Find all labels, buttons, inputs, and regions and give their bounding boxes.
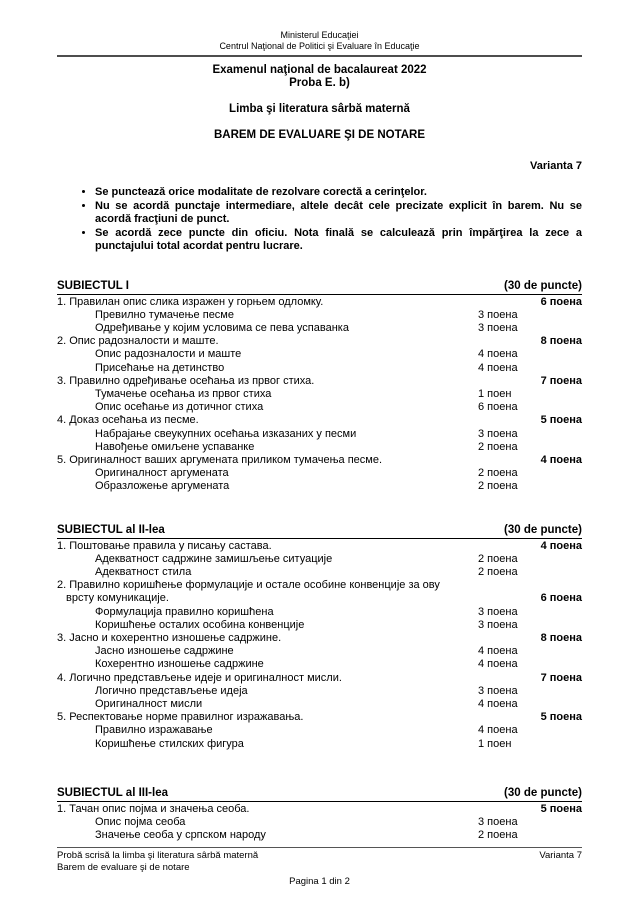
item-points: 7 поена: [540, 374, 582, 387]
page-footer: [57, 847, 582, 888]
variant-label: Varianta 7: [530, 160, 582, 172]
rubric-item: [57, 540, 582, 553]
instruction-item: • Se punctează orice modalitate de rezolvare corectă a cerinţelor.: [95, 186, 582, 200]
page-content: [57, 0, 582, 842]
rubric-item-title-cont: врсту комуникације.: [66, 592, 169, 605]
section-header: [57, 280, 582, 295]
center-name: Centrul Naţional de Politici şi Evaluare în Educaţie: [219, 41, 420, 51]
section-header: [57, 787, 582, 802]
subitem-points: 4 поена: [478, 361, 518, 374]
item-points: 5 поена: [540, 711, 582, 724]
section-rubric: [57, 803, 582, 843]
subitem-label: Присећање на детинство: [95, 361, 225, 374]
subitem-points: 2 поена: [478, 829, 518, 842]
rubric-item: [57, 454, 582, 467]
ministry-name: Ministerul Educaţiei: [280, 30, 359, 40]
item-points: 5 поена: [540, 414, 582, 427]
rubric-item-title: 3. Јасно и кохерентно изношење садржине.: [57, 631, 282, 644]
rubric-subitem: [57, 606, 582, 619]
footer-variant: Varianta 7: [539, 850, 582, 861]
subitem-points: 6 поена: [478, 401, 518, 414]
rubric-item-title: 1. Поштовање правила у писању састава.: [57, 539, 272, 552]
rubric-item: [57, 335, 582, 348]
rubric-item-title: 1. Тачан опис појма и значења сеоба.: [57, 802, 250, 815]
rubric-item-title: 4. Логично представљење идеје и оригиналност мисли.: [57, 671, 342, 684]
subitem-points: 2 поена: [478, 552, 518, 565]
item-points: 6 поена: [540, 592, 582, 605]
rubric-subitem: [57, 362, 582, 375]
rubric-subitem: [57, 309, 582, 322]
subitem-label: Јасно изношење садржине: [95, 645, 234, 658]
ministry-header: [57, 0, 582, 52]
rubric-subitem: [57, 428, 582, 441]
rubric-item: [57, 375, 582, 388]
subitem-label: Адекватност садржине замишљење ситуације: [95, 552, 333, 565]
rubric-item: [57, 414, 582, 427]
footer-exam-name: Probă scrisă la limba şi literatura sârbă maternă: [57, 850, 259, 861]
subitem-points: 2 поена: [478, 480, 518, 493]
page-number: Pagina 1 din 2: [289, 876, 350, 887]
subitem-points: 4 поена: [478, 697, 518, 710]
subitem-points: 3 поена: [478, 684, 518, 697]
section-rubric: [57, 296, 582, 494]
section-3: [57, 787, 582, 843]
rubric-subitem: [57, 619, 582, 632]
subitem-label: Кохерентно изношење садржине: [95, 658, 264, 671]
subitem-points: 4 поена: [478, 658, 518, 671]
rubric-item-title: 1. Правилан опис слика изражен у горњем одломку.: [57, 295, 324, 308]
subitem-points: 3 поена: [478, 816, 518, 828]
footer-divider: [57, 847, 582, 848]
subitem-label: Образложење аргумената: [95, 480, 230, 493]
subitem-label: Формулација правилно коришћена: [95, 605, 274, 618]
section-points: (30 de puncte): [504, 786, 582, 799]
subitem-points: 4 поена: [478, 724, 518, 737]
rubric-subitem: [57, 816, 582, 829]
header-divider: [57, 55, 582, 57]
rubric-subitem: [57, 658, 582, 671]
subitem-points: 3 поена: [478, 308, 518, 321]
item-points: 4 поена: [540, 539, 582, 552]
subitem-points: 1 поен: [478, 737, 512, 750]
subitem-label: Коришћење осталих особина конвенције: [95, 618, 305, 631]
footer-barem-name: Barem de evaluare şi de notare: [57, 862, 190, 873]
rubric-subitem: [57, 829, 582, 842]
subitem-points: 2 поена: [478, 565, 518, 578]
section-title: SUBIECTUL al II-lea: [57, 523, 165, 536]
item-points: 5 поена: [540, 802, 582, 815]
subitem-label: Значење сеоба у српском народу: [95, 829, 266, 842]
subitem-label: Правилно изражавање: [95, 724, 213, 737]
sections-container: [57, 280, 582, 843]
instruction-item: • Se acordă zece puncte din oficiu. Nota finală se calculează prin împărţirea la zece a punctajului total acordat pentru lucrare.: [95, 227, 582, 254]
rubric-item-title: 2. Опис радозналости и маште.: [57, 335, 219, 348]
subitem-points: 1 поен: [478, 387, 512, 400]
section-title: SUBIECTUL al III-lea: [57, 786, 168, 799]
rubric-item-title: 5. Оригиналност ваших аргумената приликом тумачења песме.: [57, 453, 383, 466]
subitem-points: 3 поена: [478, 618, 518, 631]
rubric-subitem: [57, 388, 582, 401]
subitem-points: 4 поена: [478, 645, 518, 658]
barem-title: BAREM DE EVALUARE ŞI DE NOTARE: [213, 129, 426, 141]
subitem-points: 3 поена: [478, 605, 518, 618]
subitem-label: Набрајање свеукупних осећања изказаних у песми: [95, 427, 357, 440]
rubric-subitem: [57, 441, 582, 454]
instructions-list: [57, 186, 582, 254]
proba-title: Proba E. b): [289, 77, 350, 89]
section-points: (30 de puncte): [504, 279, 582, 292]
rubric-subitem: [57, 566, 582, 579]
section-title: SUBIECTUL I: [57, 279, 129, 292]
section-1: [57, 280, 582, 494]
rubric-subitem: [57, 685, 582, 698]
rubric-item: [57, 296, 582, 309]
exam-title: Examenul naţional de bacalaureat 2022: [212, 64, 427, 76]
subitem-points: 2 поена: [478, 440, 518, 453]
rubric-item: [57, 592, 582, 605]
section-2: [57, 524, 582, 751]
instruction-item: • Nu se acordă punctaje intermediare, altele decât cele precizate explicit în barem. Nu se acordă fracţiuni de punct.: [95, 200, 582, 227]
item-points: 7 поена: [540, 671, 582, 684]
item-points: 8 поена: [540, 631, 582, 644]
subitem-label: Коришћење стилских фигура: [95, 737, 244, 750]
rubric-subitem: [57, 348, 582, 361]
rubric-subitem: [57, 553, 582, 566]
rubric-subitem: [57, 467, 582, 480]
subitem-label: Опис радозналости и маште: [95, 348, 242, 361]
subitem-label: Одређивање у којим условима се пева успаванка: [95, 321, 349, 334]
subitem-label: Превилно тумачење песме: [95, 308, 234, 321]
item-points: 6 поена: [540, 295, 582, 308]
rubric-subitem: [57, 698, 582, 711]
rubric-item: [57, 632, 582, 645]
rubric-item: [57, 803, 582, 816]
subitem-label: Опис појма сеоба: [95, 816, 186, 828]
rubric-item-title: 3. Правилно одређивање осећања из првог стиха.: [57, 374, 315, 387]
rubric-item: [57, 711, 582, 724]
title-block: [57, 64, 582, 142]
rubric-item-title: 5. Респектовање норме правилног изражавања.: [57, 711, 304, 724]
subitem-label: Опис осећање из дотичног стиха: [95, 401, 264, 414]
rubric-item-title: 4. Доказ осећања из песме.: [57, 414, 199, 427]
rubric-item-title: 2. Правилно коришћење формулације и остале особине конвенције за ову: [57, 579, 440, 592]
section-rubric: [57, 540, 582, 751]
subitem-label: Адекватност стила: [95, 565, 192, 578]
subitem-label: Навођење омиљене успаванке: [95, 440, 255, 453]
subject-title: Limba şi literatura sârbă maternă: [229, 103, 410, 115]
section-header: [57, 524, 582, 539]
footer-row: [57, 850, 582, 862]
subitem-points: 2 поена: [478, 467, 518, 480]
rubric-subitem: [57, 645, 582, 658]
subitem-label: Оригиналност мисли: [95, 697, 203, 710]
subitem-label: Оригиналност аргумената: [95, 467, 229, 480]
rubric-subitem: [57, 738, 582, 751]
subitem-label: Логично представљење идеја: [95, 684, 248, 697]
item-points: 4 поена: [540, 453, 582, 466]
subitem-label: Тумачење осећања из првог стиха: [95, 387, 272, 400]
rubric-item: [57, 672, 582, 685]
subitem-points: 4 поена: [478, 348, 518, 361]
rubric-subitem: [57, 322, 582, 335]
rubric-subitem: [57, 724, 582, 737]
item-points: 8 поена: [540, 335, 582, 348]
subitem-points: 3 поена: [478, 321, 518, 334]
rubric-subitem: [57, 480, 582, 493]
section-points: (30 de puncte): [504, 523, 582, 536]
rubric-subitem: [57, 401, 582, 414]
subitem-points: 3 поена: [478, 427, 518, 440]
